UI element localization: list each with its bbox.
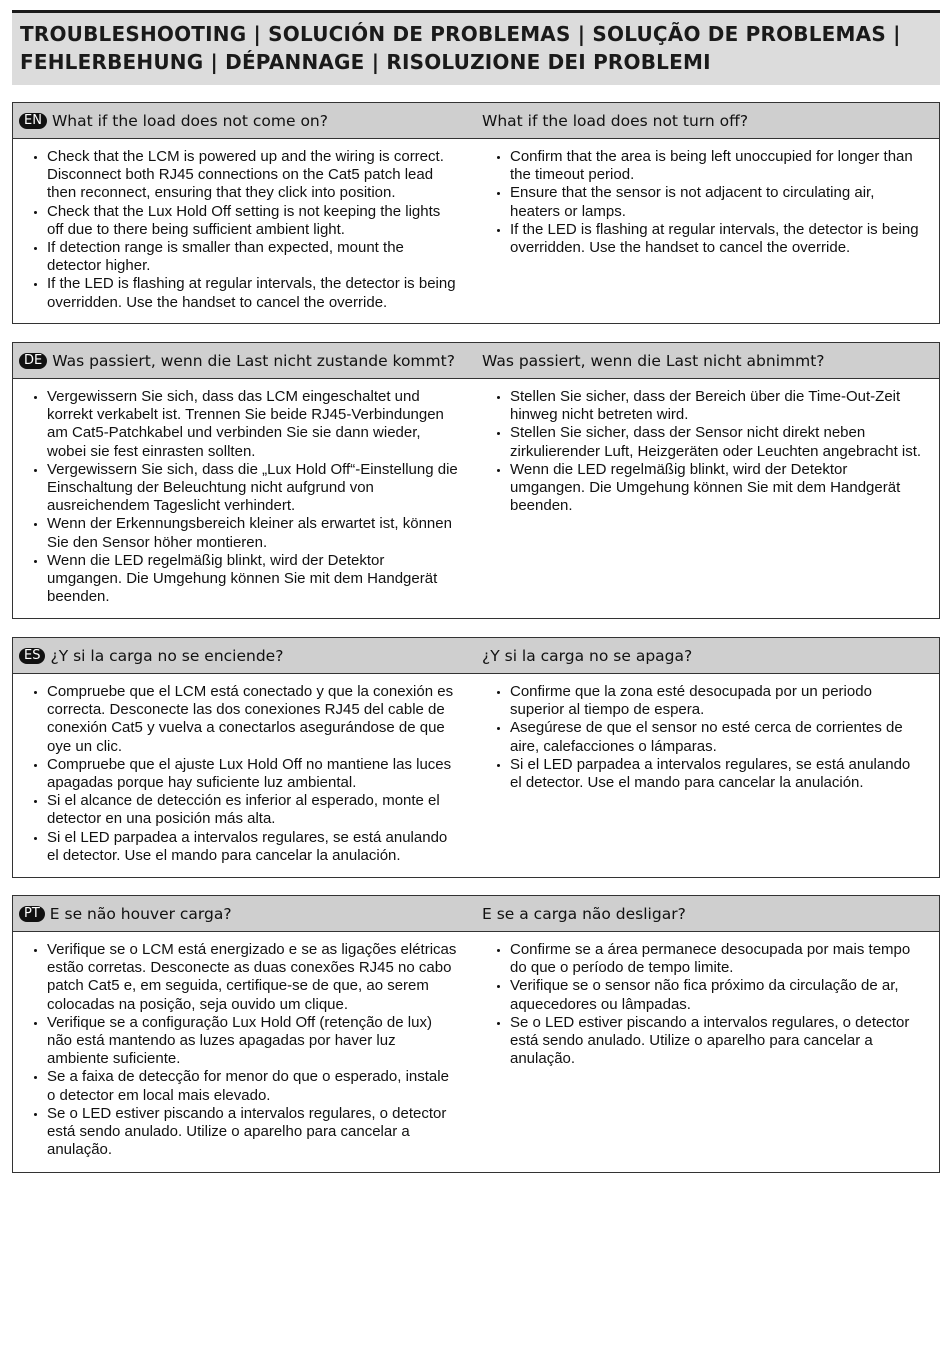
left-header: [13, 112, 476, 130]
list-item: • Se o LED estiver piscando a intervalos regulares, o detector está sendo anulado. Utilize o aparelho para cancelar a anulação.: [510, 1014, 923, 1069]
left-question-title: What if the load does not come on?: [51, 111, 328, 130]
list-item: • Verifique se o LCM está energizado e se as ligações elétricas estão corretas. Desconecte as duas conexões RJ45 no cabo patch Cat5 e, em seguida, certifique-se de que, ao serem colocadas na posição, seja ouvido um clique.: [47, 941, 460, 1014]
list-item: • Confirme que la zona esté desocupada por un periodo superior al tiempo de espera.: [510, 683, 923, 719]
list-item: • Asegúrese de que el sensor no esté cerca de corrientes de aire, calefacciones o lámparas.: [510, 719, 923, 755]
language-badge: EN: [19, 113, 47, 129]
section-body: [13, 932, 939, 1159]
section-pt: [12, 895, 940, 1173]
right-answer-column: [476, 941, 939, 1159]
list-item: • Vergewissern Sie sich, dass die „Lux Hold Off“-Einstellung die Einschaltung der Beleuchtung nicht aufgrund von ausreichendem Tageslicht verhindert.: [47, 461, 460, 516]
list-item: • Si el LED parpadea a intervalos regulares, se está anulando el detector. Use el mando para cancelar la anulación.: [47, 829, 460, 865]
list-item: • Vergewissern Sie sich, dass das LCM eingeschaltet und korrekt verkabelt ist. Trennen Sie beide RJ45-Verbindungen am Cat5-Patchkabel und verbinden Sie sie dann wieder, wobei sie fest einrasten sollten.: [47, 388, 460, 461]
language-badge: DE: [19, 353, 47, 369]
page-title: [20, 20, 932, 76]
right-answer-column: [476, 148, 939, 312]
section-header: [13, 103, 939, 139]
left-header: [13, 352, 476, 370]
language-badge: ES: [19, 648, 45, 664]
list-item: • Confirme se a área permanece desocupada por mais tempo do que o período de tempo limite.: [510, 941, 923, 977]
left-answer-column: [13, 941, 476, 1159]
left-answer-list: [13, 941, 476, 1159]
right-header: [476, 352, 939, 370]
left-answer-list: [13, 388, 476, 606]
list-item: • Confirm that the area is being left unoccupied for longer than the timeout period.: [510, 148, 923, 184]
left-header: [13, 647, 476, 665]
page-title-line-1: TROUBLESHOOTING | SOLUCIÓN DE PROBLEMAS | SOLUÇÃO DE PROBLEMAS |: [20, 22, 901, 46]
left-answer-list: [13, 683, 476, 865]
list-item: • Si el alcance de detección es inferior al esperado, monte el detector en una posición más alta.: [47, 792, 460, 828]
section-header: [13, 638, 939, 674]
right-answer-column: [476, 388, 939, 606]
language-badge: PT: [19, 906, 45, 922]
list-item: • Wenn die LED regelmäßig blinkt, wird der Detektor umgangen. Die Umgehung können Sie mit dem Handgerät beenden.: [510, 461, 923, 516]
list-item: • If the LED is flashing at regular intervals, the detector is being overridden. Use the handset to cancel the override.: [47, 275, 460, 311]
list-item: • Compruebe que el ajuste Lux Hold Off no mantiene las luces apagadas porque hay suficiente luz ambiental.: [47, 756, 460, 792]
section-body: [13, 139, 939, 312]
right-header: [476, 112, 939, 130]
page-title-block: [12, 10, 940, 85]
list-item: • Si el LED parpadea a intervalos regulares, se está anulando el detector. Use el mando para cancelar la anulación.: [510, 756, 923, 792]
list-item: • Stellen Sie sicher, dass der Bereich über die Time-Out-Zeit hinweg nicht betreten wird.: [510, 388, 923, 424]
right-answer-column: [476, 683, 939, 865]
right-header: [476, 905, 939, 923]
section-header: [13, 343, 939, 379]
list-item: • Verifique se o sensor não fica próximo da circulação de ar, aquecedores ou lâmpadas.: [510, 977, 923, 1013]
left-answer-column: [13, 148, 476, 312]
section-es: [12, 637, 940, 878]
right-answer-list: [476, 388, 939, 515]
section-header: [13, 896, 939, 932]
list-item: • Compruebe que el LCM está conectado y que la conexión es correcta. Desconecte las dos conexiones RJ45 del cable de conexión Cat5 y vuelva a conectarlos asegurándose de que oye un clic.: [47, 683, 460, 756]
list-item: • Wenn der Erkennungsbereich kleiner als erwartet ist, können Sie den Sensor höher montieren.: [47, 515, 460, 551]
left-question-title: Was passiert, wenn die Last nicht zustande kommt?: [52, 351, 455, 370]
list-item: • Ensure that the sensor is not adjacent to circulating air, heaters or lamps.: [510, 184, 923, 220]
section-body: [13, 674, 939, 865]
left-answer-column: [13, 388, 476, 606]
page-title-line-2: FEHLERBEHUNG | DÉPANNAGE | RISOLUZIONE DEI PROBLEMI: [20, 50, 711, 74]
right-answer-list: [476, 683, 939, 792]
section-en: [12, 102, 940, 324]
right-question-title: Was passiert, wenn die Last nicht abnimmt?: [482, 351, 825, 370]
right-header: [476, 647, 939, 665]
list-item: • Stellen Sie sicher, dass der Sensor nicht direkt neben zirkulierender Luft, Heizgeräten oder Leuchten angebracht ist.: [510, 424, 923, 460]
right-answer-list: [476, 148, 939, 257]
section-de: [12, 342, 940, 619]
list-item: • Verifique se a configuração Lux Hold Off (retenção de lux) não está mantendo as luzes apagadas por haver luz ambiente suficiente.: [47, 1014, 460, 1069]
left-question-title: ¿Y si la carga no se enciende?: [50, 646, 284, 665]
right-question-title: ¿Y si la carga no se apaga?: [482, 646, 693, 665]
list-item: • Se o LED estiver piscando a intervalos regulares, o detector está sendo anulado. Utilize o aparelho para cancelar a anulação.: [47, 1105, 460, 1160]
list-item: • Check that the Lux Hold Off setting is not keeping the lights off due to there being sufficient ambient light.: [47, 203, 460, 239]
right-answer-list: [476, 941, 939, 1068]
list-item: • Check that the LCM is powered up and the wiring is correct. Disconnect both RJ45 connections on the Cat5 patch lead then reconnect, ensuring that they click into position.: [47, 148, 460, 203]
section-body: [13, 379, 939, 606]
left-question-title: E se não houver carga?: [49, 904, 232, 923]
right-question-title: E se a carga não desligar?: [482, 904, 686, 923]
left-answer-column: [13, 683, 476, 865]
left-header: [13, 905, 476, 923]
list-item: • Se a faixa de detecção for menor do que o esperado, instale o detector em local mais elevado.: [47, 1068, 460, 1104]
left-answer-list: [13, 148, 476, 312]
right-question-title: What if the load does not turn off?: [482, 111, 749, 130]
list-item: • If detection range is smaller than expected, mount the detector higher.: [47, 239, 460, 275]
list-item: • If the LED is flashing at regular intervals, the detector is being overridden. Use the handset to cancel the override.: [510, 221, 923, 257]
list-item: • Wenn die LED regelmäßig blinkt, wird der Detektor umgangen. Die Umgehung können Sie mit dem Handgerät beenden.: [47, 552, 460, 607]
